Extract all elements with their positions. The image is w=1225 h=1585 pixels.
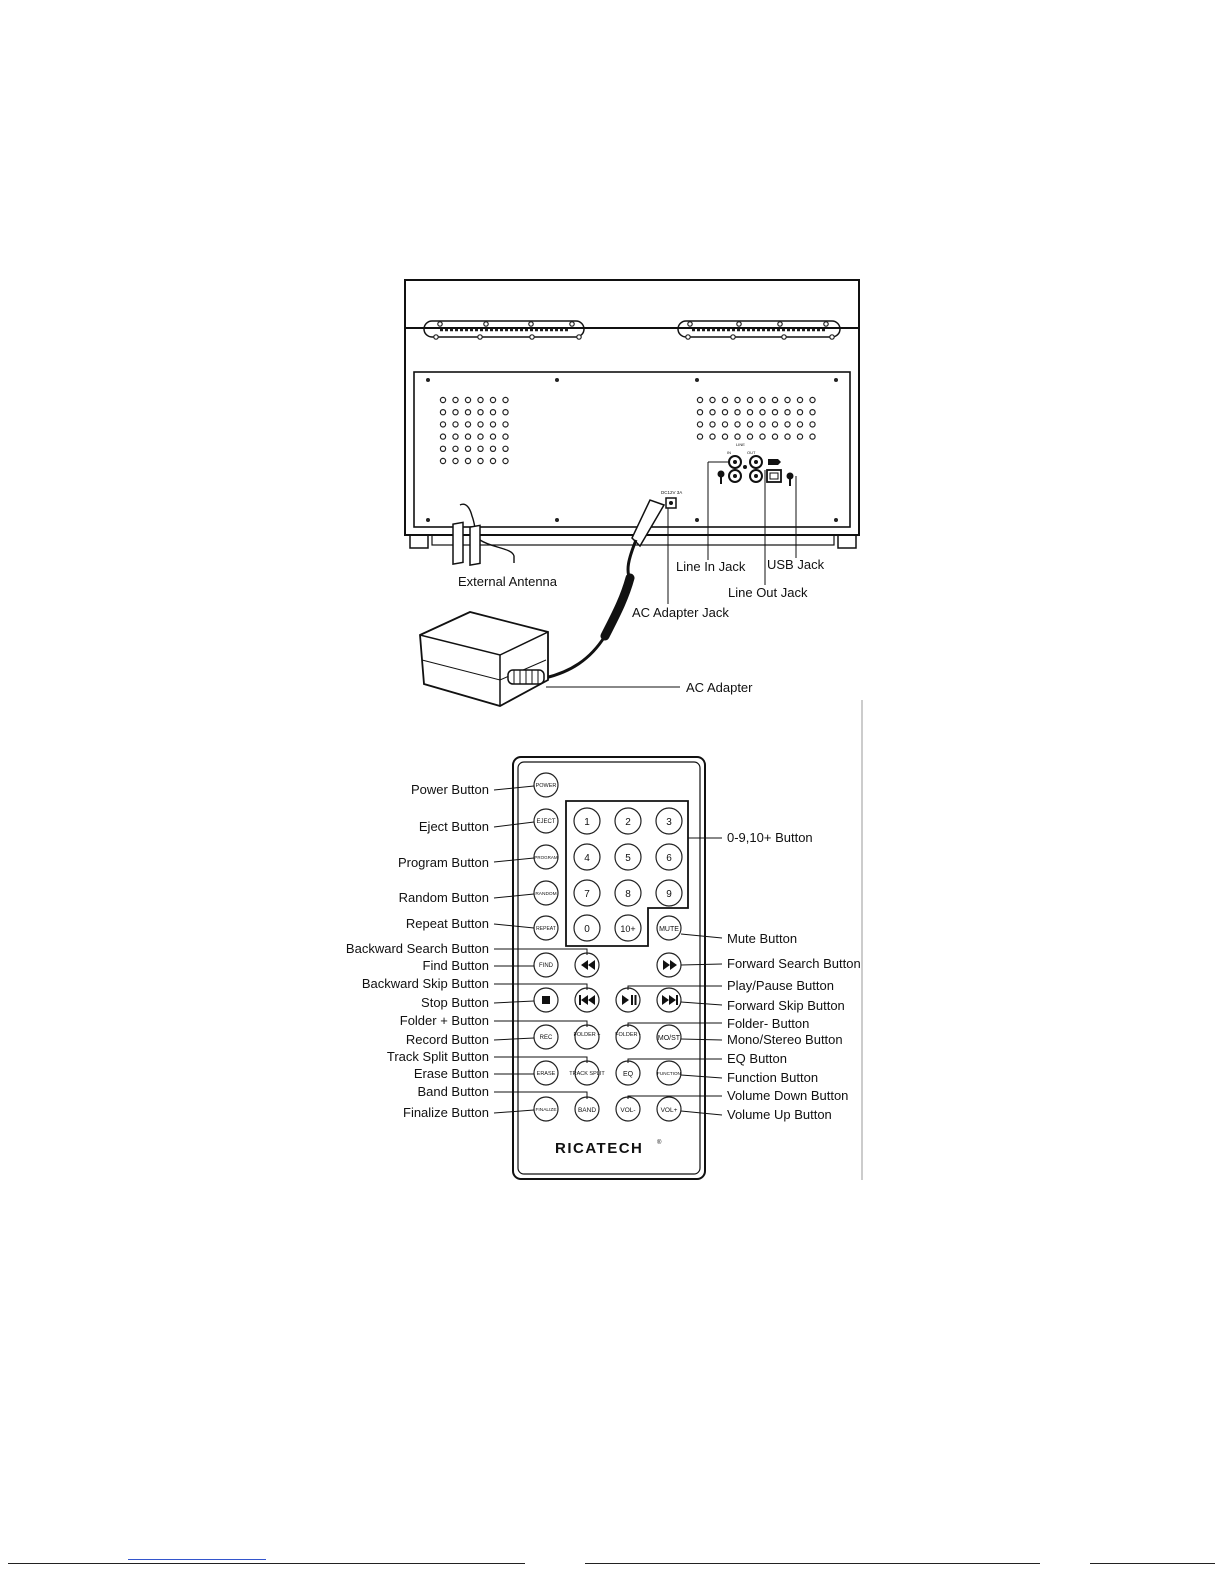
repeat-button[interactable] [534, 916, 558, 940]
label-random-button: Random Button [398, 890, 489, 905]
grille-hole [810, 397, 815, 402]
grille-hole [810, 410, 815, 415]
grille-hole [440, 458, 445, 463]
grille-hole [440, 397, 445, 402]
svg-text:MUTE: MUTE [659, 926, 679, 933]
grille-hole [747, 422, 752, 427]
speaker-grille-left [440, 397, 508, 463]
grille-hole [465, 458, 470, 463]
svg-text:EQ: EQ [622, 1071, 634, 1078]
footer-rule-left [8, 1563, 525, 1564]
grille-hole [760, 434, 765, 439]
grille-hole [478, 446, 483, 451]
svg-text:FOLDER -: FOLDER - [615, 1032, 641, 1038]
label-record-button: Record Button [405, 1032, 489, 1047]
rec-button[interactable] [534, 1025, 558, 1049]
find-button[interactable] [534, 953, 558, 977]
grille-hole [772, 422, 777, 427]
random-button[interactable] [534, 881, 558, 905]
grille-hole [785, 397, 790, 402]
brand-registered-mark: ® [657, 1140, 662, 1146]
svg-text:9: 9 [666, 889, 672, 900]
number-5-button[interactable] [615, 844, 641, 870]
grille-hole [453, 422, 458, 427]
number-4-button[interactable] [574, 844, 600, 870]
svg-text:7: 7 [584, 889, 590, 900]
label-eq-button: EQ Button [727, 1051, 787, 1066]
left-labels [346, 782, 489, 1120]
grille-hole [710, 422, 715, 427]
eq-button[interactable] [616, 1061, 640, 1085]
jack-print-out: OUT [747, 450, 756, 455]
aux-jack [787, 473, 794, 480]
speaker-grille-right [697, 397, 815, 439]
label-volume-up-button: Volume Up Button [727, 1107, 832, 1122]
svg-text:ERASE: ERASE [536, 1071, 556, 1077]
number-3-button[interactable] [656, 808, 682, 834]
grille-hole [785, 422, 790, 427]
grille-hole [503, 458, 508, 463]
grille-hole [810, 422, 815, 427]
grille-hole [810, 434, 815, 439]
grille-hole [722, 397, 727, 402]
svg-text:MO/ST: MO/ST [657, 1035, 681, 1042]
label-mono-stereo-button: Mono/Stereo Button [727, 1032, 843, 1047]
grille-hole [797, 434, 802, 439]
jack-print-line: LINE [736, 442, 745, 447]
label-forward-search-button: Forward Search Button [727, 956, 861, 971]
svg-text:0: 0 [584, 924, 590, 935]
svg-text:POWER: POWER [535, 783, 557, 789]
volume-down-button[interactable] [616, 1097, 640, 1121]
backward-skip-button[interactable] [575, 988, 599, 1012]
stop-icon [542, 996, 550, 1004]
svg-text:5: 5 [625, 853, 631, 864]
footer-rule-right [1090, 1563, 1215, 1564]
label-repeat-button: Repeat Button [405, 916, 489, 931]
label-folder-plus-button: Folder + Button [399, 1013, 489, 1028]
svg-text:8: 8 [625, 889, 631, 900]
svg-text:3: 3 [666, 817, 672, 828]
grille-hole [785, 434, 790, 439]
right-labels [727, 830, 861, 1122]
label-eject-button: Eject Button [418, 819, 489, 834]
grille-hole [490, 422, 495, 427]
grille-hole [760, 422, 765, 427]
grille-hole [503, 446, 508, 451]
label-backward-search-button: Backward Search Button [345, 941, 489, 956]
svg-text:FUNCTION: FUNCTION [657, 1071, 681, 1076]
grille-hole [490, 397, 495, 402]
label-folder-minus-button: Folder- Button [727, 1016, 810, 1031]
grille-hole [453, 410, 458, 415]
label-play-pause-button: Play/Pause Button [727, 978, 834, 993]
label-track-split-button: Track Split Button [386, 1049, 489, 1064]
number-10plus-button[interactable] [615, 915, 641, 941]
grille-hole [760, 410, 765, 415]
svg-text:TRACK SPLIT: TRACK SPLIT [569, 1071, 605, 1077]
right-hinge [678, 321, 840, 339]
label-power-button: Power Button [410, 782, 489, 797]
svg-text:REC: REC [539, 1035, 553, 1041]
svg-text:PROGRAM: PROGRAM [534, 855, 558, 860]
brand-logo: RICATECH [555, 1140, 644, 1157]
grille-hole [735, 434, 740, 439]
forward-search-button[interactable] [657, 953, 681, 977]
grille-hole [710, 397, 715, 402]
backward-search-button[interactable] [575, 953, 599, 977]
stop-button[interactable] [534, 988, 558, 1012]
grille-hole [453, 434, 458, 439]
play-pause-button[interactable] [616, 988, 640, 1012]
svg-text:FINALIZE: FINALIZE [535, 1108, 557, 1113]
grille-hole [453, 397, 458, 402]
svg-text:VOL+: VOL+ [660, 1107, 678, 1114]
left-hinge [424, 321, 584, 339]
grille-hole [735, 397, 740, 402]
grille-hole [697, 410, 702, 415]
label-backward-skip-button: Backward Skip Button [361, 976, 489, 991]
grille-hole [722, 422, 727, 427]
grille-hole [478, 458, 483, 463]
svg-text:1: 1 [584, 817, 590, 828]
number-0-button[interactable] [574, 915, 600, 941]
grille-hole [478, 410, 483, 415]
number-8-button[interactable] [615, 880, 641, 906]
grille-hole [453, 458, 458, 463]
grille-hole [478, 397, 483, 402]
svg-text:FOLDER +: FOLDER + [573, 1032, 601, 1038]
label-volume-down-button: Volume Down Button [727, 1088, 849, 1103]
grille-hole [453, 446, 458, 451]
svg-text:RANDOM: RANDOM [535, 892, 557, 897]
grille-hole [760, 397, 765, 402]
grille-hole [490, 434, 495, 439]
grille-hole [710, 434, 715, 439]
grille-hole [503, 434, 508, 439]
grille-hole [797, 422, 802, 427]
band-button[interactable] [575, 1097, 599, 1121]
grille-hole [747, 434, 752, 439]
grille-hole [490, 446, 495, 451]
number-9-button[interactable] [656, 880, 682, 906]
function-button[interactable] [657, 1061, 681, 1085]
grille-hole [465, 397, 470, 402]
mic-jack [718, 471, 725, 478]
svg-text:2: 2 [625, 817, 631, 828]
number-7-button[interactable] [574, 880, 600, 906]
label-erase-button: Erase Button [413, 1066, 489, 1081]
grille-hole [503, 422, 508, 427]
svg-text:EJECT: EJECT [536, 819, 556, 825]
grille-hole [465, 422, 470, 427]
label-program-button: Program Button [397, 855, 489, 870]
footer-rule-middle [585, 1563, 1040, 1564]
label-function-button: Function Button [727, 1070, 819, 1085]
grille-hole [697, 422, 702, 427]
grille-hole [465, 410, 470, 415]
grille-hole [735, 410, 740, 415]
dc-jack-print: DC12V 3A [661, 490, 683, 495]
forward-skip-button[interactable] [657, 988, 681, 1012]
grille-hole [503, 397, 508, 402]
grille-hole [772, 410, 777, 415]
grille-hole [697, 434, 702, 439]
svg-text:VOL-: VOL- [620, 1107, 636, 1114]
svg-text:4: 4 [584, 853, 590, 864]
label-line-out-jack: Line Out Jack [728, 585, 808, 600]
finalize-button[interactable] [534, 1097, 558, 1121]
antenna-wire [460, 504, 514, 563]
number-2-button[interactable] [615, 808, 641, 834]
label-number-buttons: 0-9,10+ Button [727, 830, 813, 845]
label-ac-adapter-jack: AC Adapter Jack [632, 605, 729, 620]
svg-text:FIND: FIND [539, 963, 553, 969]
svg-text:REPEAT: REPEAT [536, 926, 556, 932]
program-button[interactable] [534, 845, 558, 869]
jack-print-in: IN [727, 450, 731, 455]
label-find-button: Find Button [422, 958, 489, 973]
grille-hole [465, 434, 470, 439]
label-line-in-jack: Line In Jack [676, 559, 746, 574]
label-ac-adapter: AC Adapter [686, 680, 753, 695]
label-finalize-button: Finalize Button [403, 1105, 489, 1120]
power-button[interactable] [534, 773, 558, 797]
volume-up-button[interactable] [657, 1097, 681, 1121]
grille-hole [440, 434, 445, 439]
label-band-button: Band Button [417, 1084, 489, 1099]
grille-hole [772, 434, 777, 439]
label-forward-skip-button: Forward Skip Button [727, 998, 845, 1013]
svg-text:BAND: BAND [577, 1107, 597, 1114]
grille-hole [722, 434, 727, 439]
grille-hole [747, 410, 752, 415]
svg-text:10+: 10+ [620, 924, 636, 934]
grille-hole [465, 446, 470, 451]
remote-control [513, 757, 705, 1179]
grille-hole [697, 397, 702, 402]
grille-hole [747, 397, 752, 402]
label-mute-button: Mute Button [727, 931, 798, 946]
number-1-button[interactable] [574, 808, 600, 834]
unit-back-panel [405, 280, 859, 706]
grille-hole [440, 410, 445, 415]
mono-stereo-button[interactable] [657, 1025, 681, 1049]
mute-button[interactable] [657, 916, 681, 940]
grille-hole [440, 422, 445, 427]
label-usb-jack: USB Jack [767, 557, 825, 572]
grille-hole [503, 410, 508, 415]
grille-hole [440, 446, 445, 451]
svg-text:6: 6 [666, 853, 672, 864]
footer-link-underline [128, 1559, 266, 1560]
grille-hole [785, 410, 790, 415]
grille-hole [735, 422, 740, 427]
grille-hole [710, 410, 715, 415]
label-external-antenna: External Antenna [458, 574, 558, 589]
grille-hole [797, 397, 802, 402]
number-6-button[interactable] [656, 844, 682, 870]
grille-hole [490, 458, 495, 463]
dc-jack [661, 490, 682, 604]
label-stop-button: Stop Button [421, 995, 489, 1010]
folder-minus-button[interactable] [615, 1025, 641, 1049]
grille-hole [478, 422, 483, 427]
grille-hole [797, 410, 802, 415]
grille-hole [722, 410, 727, 415]
grille-hole [490, 410, 495, 415]
grille-hole [478, 434, 483, 439]
erase-button[interactable] [534, 1061, 558, 1085]
grille-hole [772, 397, 777, 402]
eject-button[interactable] [534, 809, 558, 833]
